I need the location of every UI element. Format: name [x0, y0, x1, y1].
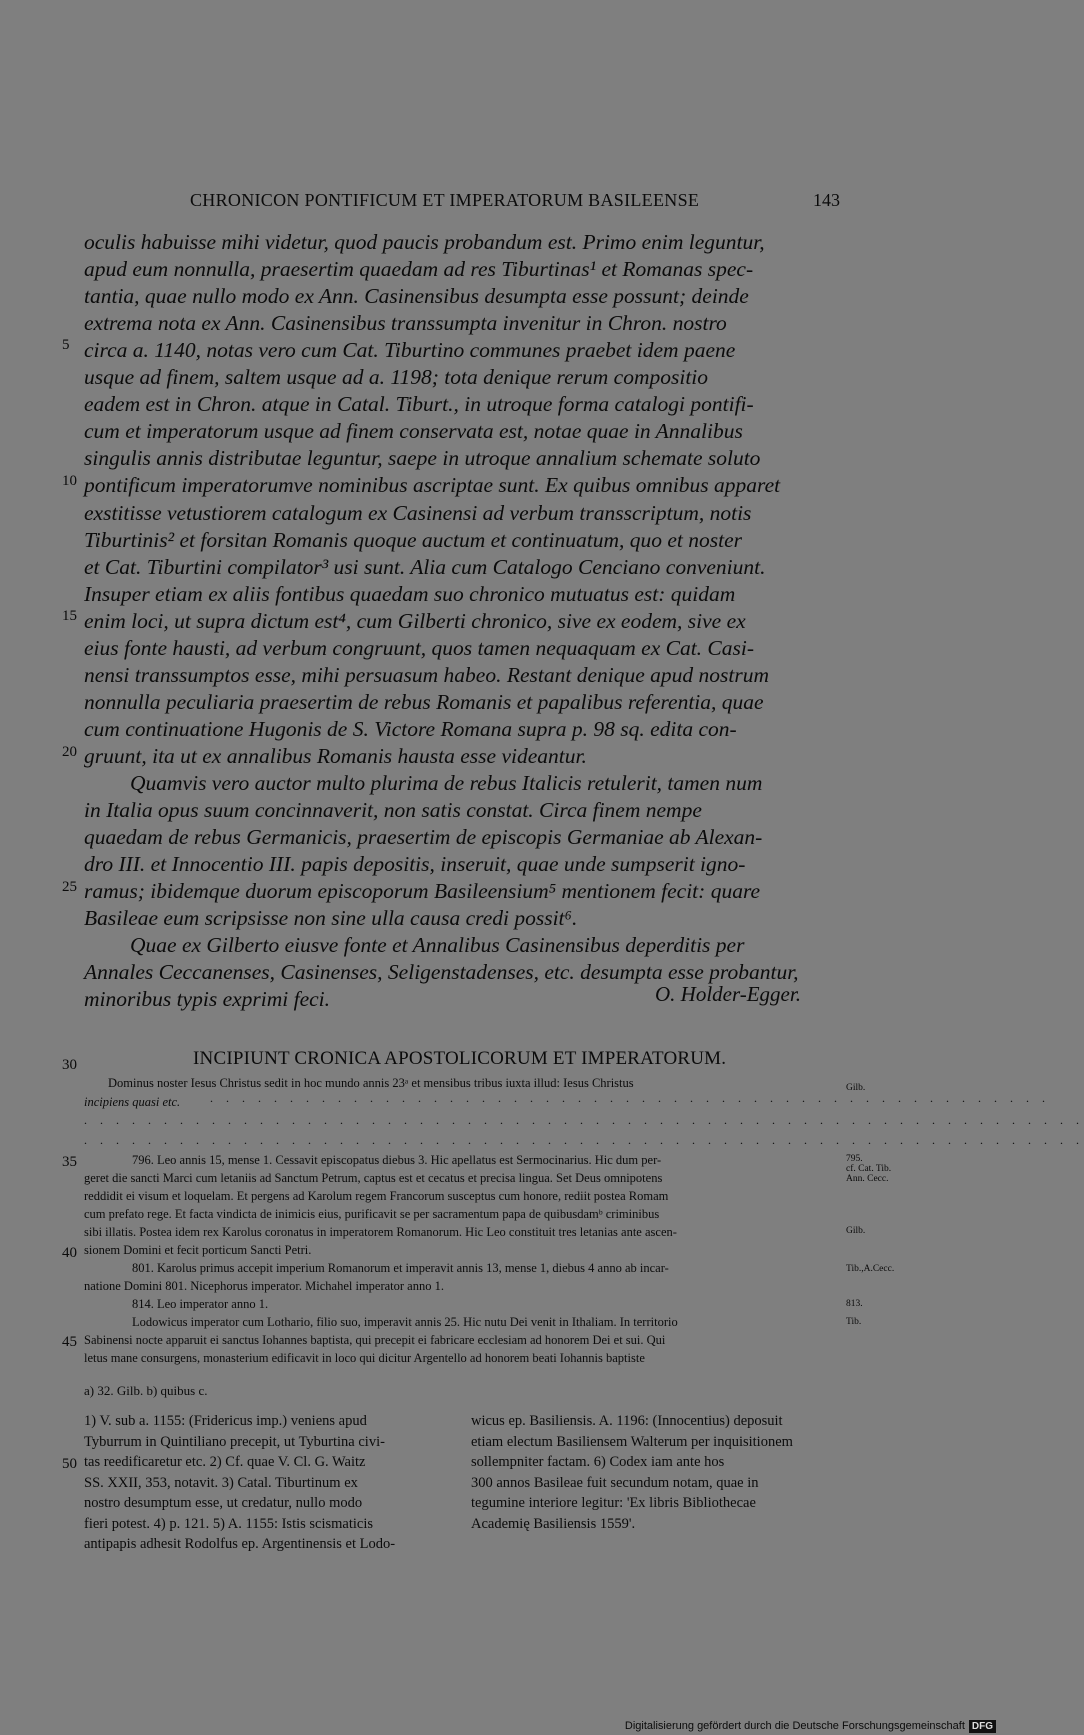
chronicle-line: letus mane consurgens, monasterium edificavit in loco qui dicitur Argentello ad honorem beati Iohannis baptiste [84, 1351, 645, 1365]
intro-line: exstitisse vetustiorem catalogum ex Casinensi ad verbum transscriptum, notis [84, 500, 752, 525]
intro-line: Basileae eum scripsisse non sine ulla causa credi possit⁶. [84, 906, 578, 931]
intro-line: nensi transsumptos esse, mihi persuasum habeo. Restant denique apud nostrum [84, 662, 769, 687]
line-number: 5 [62, 337, 70, 353]
intro-line: nonnulla peculiaria praesertim de rebus Romanis et papalibus referentia, quae [84, 689, 764, 714]
footnote-line: tas reedificaretur etc. 2) Cf. quae V. Cl. G. Waitz [84, 1454, 366, 1470]
intro-line: eius fonte hausti, ad verbum congruunt, quos tamen nequaquam ex Cat. Casi- [84, 635, 755, 660]
margin-note: 795. [846, 1154, 863, 1164]
dfg-logo: DFG [969, 1720, 996, 1733]
variant-readings: a) 32. Gilb. b) quibus c. [84, 1383, 208, 1398]
footnote-line: tegumine interiore legitur: 'Ex libris Bibliothecae [471, 1495, 756, 1511]
intro-line: Quamvis vero auctor multo plurima de rebus Italicis retulerit, tamen num [130, 771, 763, 795]
margin-note: 813. [846, 1299, 863, 1309]
intro-line: Tiburtinis² et forsitan Romanis quoque auctum et continuatum, quo et noster [84, 527, 742, 552]
intro-line: pontificum imperatorumve nominibus ascriptae sunt. Ex quibus omnibus apparet [84, 473, 781, 498]
chronicle-line: Sabinensi nocte apparuit ei sanctus Iohannes baptista, qui precepit ei fabricare ecclesiam ad honorem Dei et sui. Qui [84, 1333, 666, 1347]
line-number: 40 [62, 1245, 77, 1261]
margin-note: cf. Cat. Tib. [846, 1164, 892, 1174]
chronicle-line: incipiens quasi etc. [84, 1095, 181, 1109]
intro-line: extrema nota ex Ann. Casinensibus transsumpta invenitur in Chron. nostro [84, 311, 727, 336]
intro-line: cum continuatione Hugonis de S. Victore Romana supra p. 98 sq. edita con- [84, 716, 737, 741]
footnote-line: fieri potest. 4) p. 121. 5) A. 1155: Istis scismaticis [84, 1515, 374, 1532]
chronicle-line: 814. Leo imperator anno 1. [132, 1297, 269, 1311]
chronicle-line: natione Domini 801. Nicephorus imperator. Michahel imperator anno 1. [84, 1279, 444, 1293]
intro-line: in Italia opus suum concinnaverit, non satis constat. Circa finem nempe [84, 798, 702, 823]
intro-line: cum et imperatorum usque ad finem conservata est, notae quae in Annalibus [84, 419, 743, 444]
footnote-line: nostro desumptum esse, ut credatur, nullo modo [84, 1495, 363, 1511]
margin-note: Tib. [846, 1317, 862, 1327]
chronicle-line: Lodowicus imperator cum Lothario, filio suo, imperavit annis 25. Hic nutu Dei venit in Ithaliam. In territorio [132, 1315, 678, 1329]
intro-line: tantia, quae nullo modo ex Ann. Casinensibus desumpta esse possunt; deinde [84, 284, 749, 309]
intro-line: Insuper etiam ex aliis fontibus quaedam suo chronico mutuatus est: quidam [84, 581, 736, 606]
margin-note: Gilb. [846, 1083, 866, 1093]
intro-line: ramus; ibidemque duorum episcoporum Basileensium⁵ mentionem fecit: quare [84, 879, 761, 904]
running-title: CHRONICON PONTIFICUM ET IMPERATORUM BASILEENSE [190, 190, 700, 210]
section-title: INCIPIUNT CRONICA APOSTOLICORUM ET IMPERATORUM. [193, 1048, 727, 1069]
intro-line: et Cat. Tiburtini compilator³ usi sunt. Alia cum Catalogo Cenciano conveniunt. [84, 554, 766, 579]
page-number: 143 [813, 190, 840, 210]
intro-line: apud eum nonnulla, praesertim quaedam ad res Tiburtinas¹ et Romanas spec- [84, 257, 754, 282]
line-number: 20 [62, 744, 77, 760]
line-number: 45 [62, 1334, 77, 1350]
margin-note: Gilb. [846, 1226, 866, 1236]
intro-line: singulis annis distributae leguntur, saepe in utroque annalium schemate soluto [84, 446, 761, 471]
digitization-credit [625, 1718, 996, 1734]
chronicle-line: 801. Karolus primus accepit imperium Romanorum et imperavit annis 13, mense 1, diebus 4 anno ab incar- [132, 1261, 669, 1275]
intro-line: gruunt, ita ut ex annalibus Romanis hausta esse videantur. [84, 743, 587, 768]
margin-note: Ann. Cecc. [846, 1174, 889, 1184]
chronicle-line: cum prefato rege. Et facta vindicta de inimicis eius, purificavit se per sacramentum papa de quibusdamᵇ criminibus [84, 1207, 660, 1221]
author-signature: O. Holder-Egger. [655, 982, 801, 1006]
intro-line: circa a. 1140, notas vero cum Cat. Tiburtino communes praebet idem paene [84, 338, 736, 363]
omission-dots: . . . . . . . . . . . . . . . . . . . . . . . . . . . . . . . . . . . . . . . . . . . . . . . . . . . . . . . . . . . . . . . [84, 1113, 1084, 1127]
footnote-line: sollempniter factam. 6) Codex iam ante hos [471, 1454, 725, 1470]
footnote-line: 1) V. sub a. 1155: (Fridericus imp.) veniens apud [84, 1413, 367, 1429]
intro-line: oculis habuisse mihi videtur, quod paucis probandum est. Primo enim leguntur, [84, 230, 765, 254]
line-number: 35 [62, 1154, 77, 1170]
line-number: 10 [62, 473, 77, 489]
intro-line: minoribus typis exprimi feci. [84, 987, 331, 1012]
omission-dots: . . . . . . . . . . . . . . . . . . . . . . . . . . . . . . . . . . . . . . . . . . . . . . . . . . . . . [210, 1091, 1050, 1105]
credit-text: Digitalisierung gefördert durch die Deutsche Forschungsgemeinschaft [624, 1720, 965, 1732]
footnote-line: wicus ep. Basiliensis. A. 1196: (Innocentius) deposuit [471, 1413, 783, 1429]
line-number: 15 [62, 608, 77, 624]
intro-line: enim loci, ut supra dictum est⁴, cum Gilberti chronico, sive ex eodem, sive ex [84, 608, 746, 633]
chronicle-line: 796. Leo annis 15, mense 1. Cessavit episcopatus diebus 3. Hic apellatus est Sermocinarius. Hic dum per- [132, 1153, 662, 1167]
chronicle-line: reddidit ei visum et loquelam. Et pergens ad Karolum regem Francorum susceptus cum honore, rediit postea Romam [84, 1189, 669, 1203]
intro-line: eadem est in Chron. atque in Catal. Tiburt., in utroque forma catalogi pontifi- [84, 392, 754, 417]
intro-line: dro III. et Innocentio III. papis depositis, inseruit, quae unde sumpserit igno- [84, 852, 746, 877]
footnote-line: Academię Basiliensis 1559'. [471, 1515, 636, 1532]
chronicle-line: Dominus noster Iesus Christus sedit in hoc mundo annis 23ᵃ et mensibus tribus iuxta illud: Iesus Christus [108, 1076, 634, 1090]
chronicle-line: sionem Domini et fecit porticum Sancti Petri. [84, 1243, 312, 1257]
line-number: 30 [62, 1057, 77, 1073]
footnote-line: Tyburrum in Quintiliano precepit, ut Tyburtina civi- [84, 1433, 385, 1450]
intro-line: usque ad finem, saltem usque ad a. 1198; tota denique rerum compositio [84, 365, 709, 390]
footnote-line: antipapis adhesit Rodolfus ep. Argentinensis et Lodo- [84, 1536, 396, 1552]
intro-line: quaedam de rebus Germanicis, praesertim de episcopis Germaniae ab Alexan- [84, 825, 763, 850]
chronicle-line: sibi illatis. Postea idem rex Karolus coronatus in imperatorem Romanorum. Hic Leo constituit tres letanias ante ascen- [84, 1225, 677, 1239]
intro-line: Annales Ceccanenses, Casinenses, Seligenstadenses, etc. desumpta esse probantur, [84, 960, 799, 985]
line-number: 50 [62, 1456, 77, 1472]
footnote-line: etiam electum Basiliensem Walterum per inquisitionem [471, 1433, 793, 1450]
omission-dots: . . . . . . . . . . . . . . . . . . . . . . . . . . . . . . . . . . . . . . . . . . . . . . . . . . . . . . . . . . . . . . . [84, 1133, 1084, 1147]
footnote-line: SS. XXII, 353, notavit. 3) Catal. Tiburtinum ex [84, 1474, 358, 1491]
chronicle-line: geret die sancti Marci cum letaniis ad Sanctum Petrum, captus est et cecatus et precisa lingua. Set Deus omnipotens [84, 1171, 663, 1185]
footnote-line: 300 annos Basileae fuit secundum notam, quae in [471, 1474, 759, 1491]
margin-note: Tib.,A.Cecc. [846, 1264, 895, 1274]
intro-line: Quae ex Gilberto eiusve fonte et Annalibus Casinensibus deperditis per [130, 933, 745, 958]
line-number: 25 [62, 879, 77, 895]
